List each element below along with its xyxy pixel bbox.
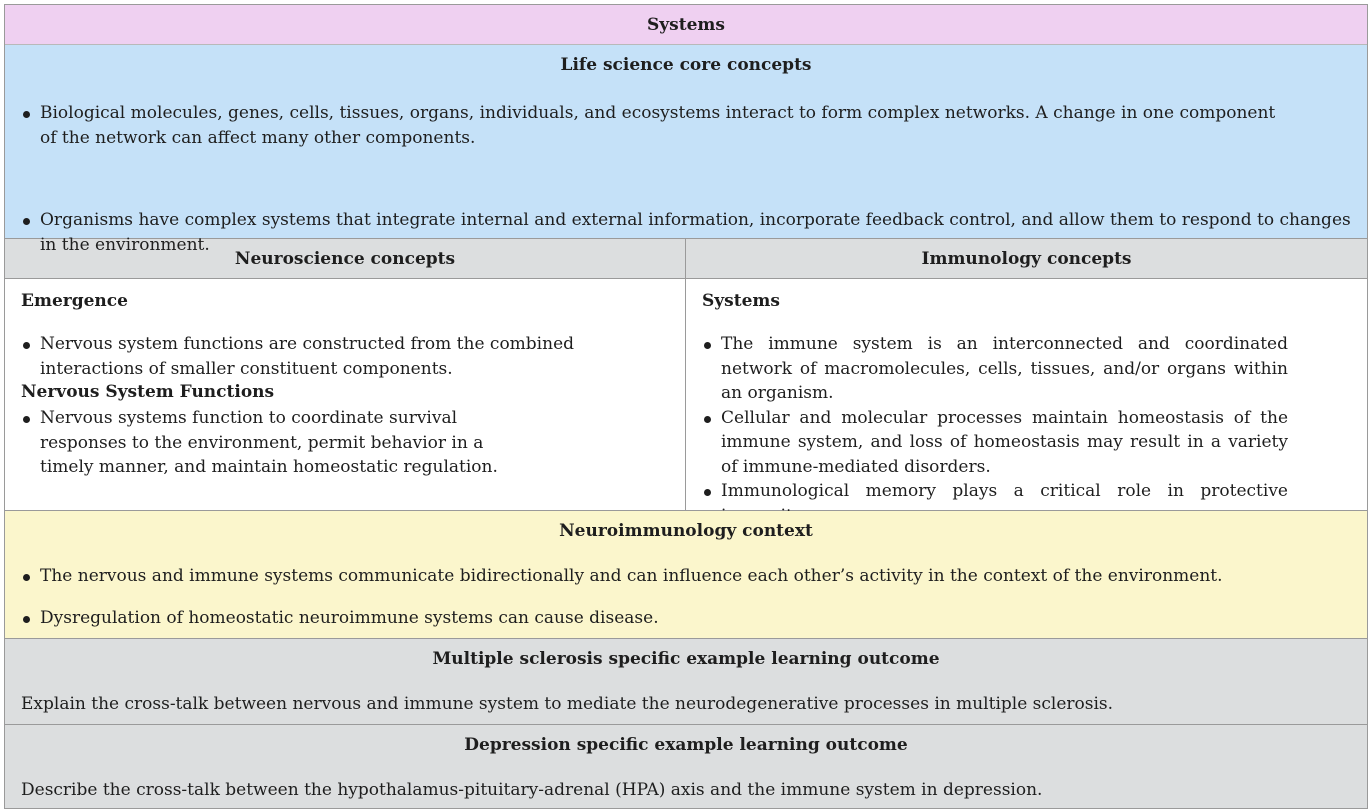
ms-outcome-section	[5, 639, 1367, 725]
functions-list	[21, 406, 541, 480]
life-science-heading: Life science core concepts	[560, 55, 812, 75]
systems-title: Systems	[5, 5, 1367, 45]
neuroimmunology-section	[5, 511, 1367, 639]
immunology-heading: Immunology concepts	[686, 239, 1367, 279]
life-science-list-2	[21, 208, 1366, 257]
immune-systems-label: Systems	[702, 291, 780, 311]
immunology-column	[686, 239, 1367, 510]
life-science-section	[5, 45, 1367, 255]
list-item: Dysregulation of homeostatic neuroimmune systems can cause disease.	[21, 606, 1361, 631]
list-item: Organisms have complex systems that integrate internal and external information, incorporate feedback control, and allow them to respond to changes in the environment.	[21, 208, 1366, 257]
neuroscience-heading: Neuroscience concepts	[5, 239, 685, 279]
neuroimmunology-list-2	[21, 606, 1361, 631]
list-item: Cellular and molecular processes maintain homeostasis of the immune system, and loss of homeostasis may result in a variety of immune-mediated disorders.	[702, 406, 1288, 480]
emergence-list	[21, 332, 643, 381]
list-item: Immunological memory plays a critical role in protective	[702, 479, 1288, 528]
ms-outcome-text: Explain the cross-talk between nervous and immune system to mediate the neurodegenerative processes in multiple sclerosis.	[21, 694, 1114, 714]
immunology-list	[702, 332, 1288, 528]
concept-table	[4, 4, 1368, 809]
list-item: The immune system is an interconnected and coordinated network of macromolecules, cells, tissues, and/or organs within an organism.	[702, 332, 1288, 406]
nervous-functions-label: Nervous System Functions	[21, 382, 275, 402]
list-item: The nervous and immune systems communicate bidirectionally and can influence each other’s activity in the context of the environment.	[21, 564, 1361, 589]
list-item: Biological molecules, genes, cells, tissues, organs, individuals, and ecosystems interact to form complex networks. A change in one component of the network can affect many other components.	[21, 101, 1291, 150]
depression-outcome-section	[5, 725, 1367, 808]
neuroimmunology-heading: Neuroimmunology context	[559, 521, 813, 541]
concepts-columns	[5, 239, 1367, 511]
life-science-list	[21, 101, 1291, 150]
neuroimmunology-list	[21, 564, 1361, 589]
depression-outcome-text: Describe the cross-talk between the hypothalamus-pituitary-adrenal (HPA) axis and the immune system in depression.	[21, 780, 1043, 800]
list-item: Nervous system functions are constructed from the combined interactions of smaller constituent components.	[21, 332, 643, 381]
depression-outcome-heading: Depression specific example learning outcome	[464, 735, 908, 755]
ms-outcome-heading: Multiple sclerosis specific example learning outcome	[432, 649, 940, 669]
emergence-label: Emergence	[21, 291, 128, 311]
immunology-body	[686, 279, 1367, 510]
neuroscience-column	[5, 239, 686, 510]
list-item: Nervous systems function to coordinate survival responses to the environment, permit behavior in a timely manner, and maintain homeostatic regulation.	[21, 406, 541, 480]
neuroscience-body	[5, 279, 685, 510]
